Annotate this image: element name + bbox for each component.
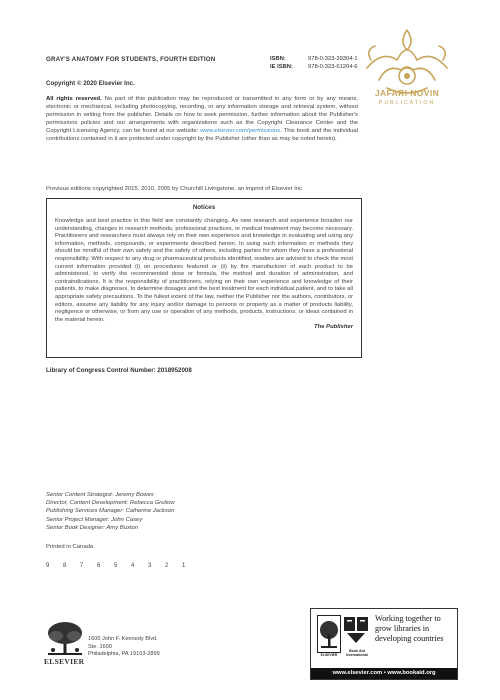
credits-list xyxy=(46,491,175,532)
elsevier-mini-logo-icon xyxy=(317,615,341,653)
notices-box xyxy=(46,198,362,358)
book-aid-slogan: Working together to grow libraries in developing countries xyxy=(375,614,444,643)
book-aid-box xyxy=(310,608,458,680)
address-line: Philadelphia, PA 19103-2899 xyxy=(88,651,160,658)
isbn-label: ISBN: xyxy=(270,56,286,62)
previous-editions: Previous editions copyrighted 2015, 2010, 2005 by Churchill Livingstone, an imprint of Elsevier Inc. xyxy=(46,186,304,192)
credit-line: Director, Content Development: Rebecca Gruliow xyxy=(46,500,175,507)
credit-line: Publishing Services Manager: Catherine Jackson xyxy=(46,508,175,515)
rights-lead: All rights reserved. xyxy=(46,96,102,102)
address-line: Ste. 1600 xyxy=(88,643,112,650)
isbn-value: 978-0-323-39304-1 xyxy=(308,56,358,62)
printed-in: Printed in Canada xyxy=(46,544,94,550)
publisher-logo-icon xyxy=(357,20,457,112)
elsevier-tree-icon xyxy=(44,620,86,656)
rights-text-1: No part of this publication may be reproduced or transmitted in any form or by any means, electronic or mechanical, including photocopying, recording, or any information storage and retrieval system, without permission in writing from the publisher. Details on how to seek permission, further information about the Publisher's permissions policies and our arrangements with organizations such as the Copyright Clearance Center and the Copyright Licensing Agency, can be found at our website: xyxy=(46,96,358,135)
notices-body: Knowledge and best practice in this field are constantly changing. As new research and experience broaden our understanding, changes in research methods, professional practices, or medical treatment may become necessary. Practitioners and researchers must always rely on their own experience and knowledge in evaluating and using any information, methods, compounds, or experiments described herein. In using such information or methods they should be mindful of their own safety and the safety of others, including parties for whom they have a professional responsibility. With respect to any drug or pharmaceutical products identified, readers are advised to check the most current information provided (i) on procedures featured or (ii) by the manufacturer of each product to be administered, to verify the recommended dose or formula, the method and duration of administration, and contraindications. It is the responsibility of practitioners, relying on their own experience and knowledge of their patients, to make diagnoses, to determine dosages and the best treatment for each individual patient, and to take all appropriate safety precautions. To the fullest extent of the law, neither the Publisher nor the authors, contributors, or editors, assume any liability for any injury and/or damage to persons or property as a matter of products liability, negligence or otherwise, or from any use or operation of any methods, products, instructions, or ideas contained in the material herein. xyxy=(55,218,353,323)
notices-signature: The Publisher xyxy=(314,324,353,331)
permissions-link[interactable]: www.elsevier.com/permissions xyxy=(200,128,281,135)
credit-line: Senior Content Strategist: Jeremy Bowes xyxy=(46,492,154,498)
library-of-congress: Library of Congress Control Number: 2018952008 xyxy=(46,367,192,374)
copyright-line: Copyright © 2020 Elsevier Inc. xyxy=(46,80,135,87)
book-aid-logo1-caption: ELSEVIER xyxy=(320,653,338,657)
publisher-logo-sub: PUBLICATION xyxy=(378,100,436,106)
rights-text-2: . This book and the individual contributions contained in it are protected under copyright by the Publisher (other than as may be noted herein). xyxy=(46,128,358,143)
book-title: GRAY'S ANATOMY FOR STUDENTS, FOURTH EDITION xyxy=(46,56,216,63)
publisher-logo-name: JAFARI NOVIN xyxy=(374,88,440,98)
rights-paragraph xyxy=(46,95,358,144)
book-aid-logo2-caption: Book Aid International xyxy=(346,649,368,657)
elsevier-wordmark: ELSEVIER xyxy=(44,657,85,666)
elsevier-address xyxy=(88,636,160,659)
book-aid-footer[interactable]: www.elsevier.com • www.bookaid.org xyxy=(311,668,457,679)
ie-isbn-label: IE ISBN: xyxy=(270,64,293,70)
address-line: 1600 John F. Kennedy Blvd. xyxy=(88,636,158,642)
notices-title: Notices xyxy=(192,204,216,211)
book-aid-logo-icon xyxy=(343,615,369,647)
credit-line: Senior Book Designer: Amy Buxton xyxy=(46,524,139,531)
isbn-block xyxy=(270,55,358,71)
credit-line: Senior Project Manager: John Casey xyxy=(46,516,143,523)
print-line-digits: 9 8 7 6 5 4 3 2 1 xyxy=(46,563,192,569)
ie-isbn-value: 978-0-323-61204-6 xyxy=(308,64,358,70)
